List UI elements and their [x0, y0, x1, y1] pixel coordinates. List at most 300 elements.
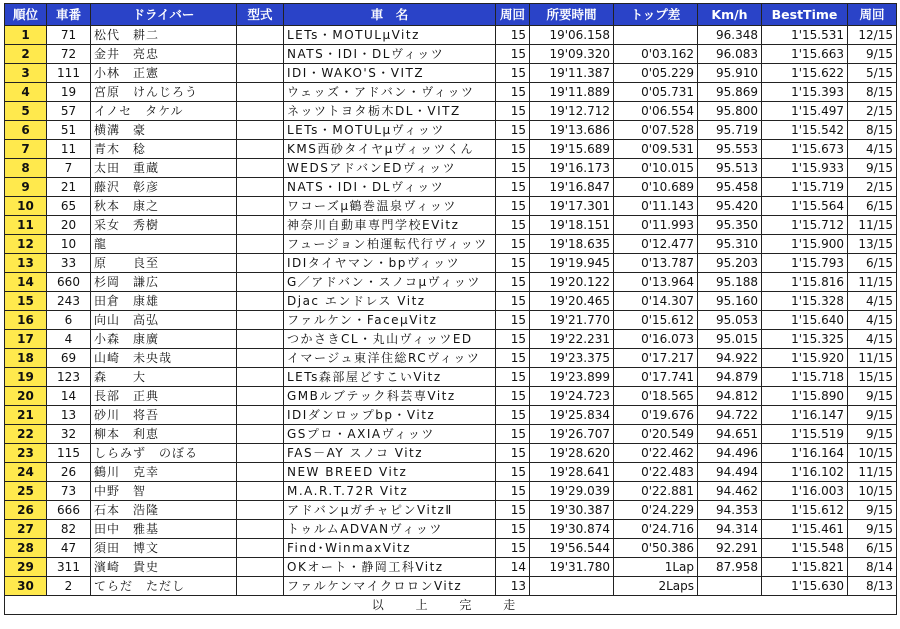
model-cell [237, 121, 284, 140]
table-row [5, 216, 897, 235]
best-lap-cell: 11/15 [848, 463, 897, 482]
car-name-cell: G／アドバン・スノコμヴィッツ [284, 273, 496, 292]
best-lap-cell: 5/15 [848, 64, 897, 83]
total-time-cell: 19'18.151 [530, 216, 614, 235]
car-name-cell: GMBルブテック科芸専Vitz [284, 387, 496, 406]
header-car-name: 車 名 [284, 4, 496, 26]
car-name-cell: トゥルムADVANヴィッツ [284, 520, 496, 539]
best-lap-cell: 11/15 [848, 216, 897, 235]
speed-cell: 95.719 [698, 121, 762, 140]
gap-cell: 0'09.531 [614, 140, 698, 159]
laps-cell: 15 [496, 520, 530, 539]
speed-cell: 95.420 [698, 197, 762, 216]
table-row [5, 501, 897, 520]
gap-cell: 0'15.612 [614, 311, 698, 330]
best-time-cell: 1'16.147 [762, 406, 848, 425]
table-row [5, 159, 897, 178]
car-number-cell: 4 [47, 330, 91, 349]
speed-cell: 96.083 [698, 45, 762, 64]
gap-cell: 0'17.741 [614, 368, 698, 387]
position-cell: 2 [5, 45, 47, 64]
laps-cell: 15 [496, 387, 530, 406]
car-name-cell: Djac エンドレス Vitz [284, 292, 496, 311]
best-lap-cell: 6/15 [848, 254, 897, 273]
driver-cell: 田中 雅基 [91, 520, 237, 539]
driver-cell: 原 良至 [91, 254, 237, 273]
gap-cell: 0'16.073 [614, 330, 698, 349]
gap-cell: 0'13.787 [614, 254, 698, 273]
position-cell: 5 [5, 102, 47, 121]
car-number-cell: 65 [47, 197, 91, 216]
driver-cell: 向山 高弘 [91, 311, 237, 330]
driver-cell: 森 大 [91, 368, 237, 387]
best-lap-cell: 6/15 [848, 539, 897, 558]
best-lap-cell: 4/15 [848, 311, 897, 330]
table-row [5, 45, 897, 64]
car-number-cell: 33 [47, 254, 91, 273]
total-time-cell: 19'21.770 [530, 311, 614, 330]
car-name-cell: NATS・IDI・DLヴィッツ [284, 45, 496, 64]
car-number-cell: 47 [47, 539, 91, 558]
driver-cell: 龍 [91, 235, 237, 254]
table-row [5, 254, 897, 273]
position-cell: 8 [5, 159, 47, 178]
speed-cell: 95.553 [698, 140, 762, 159]
position-cell: 23 [5, 444, 47, 463]
best-time-cell: 1'15.719 [762, 178, 848, 197]
driver-cell: てらだ ただし [91, 577, 237, 596]
model-cell [237, 64, 284, 83]
best-lap-cell: 9/15 [848, 501, 897, 520]
position-cell: 11 [5, 216, 47, 235]
gap-cell: 0'19.676 [614, 406, 698, 425]
total-time-cell: 19'16.847 [530, 178, 614, 197]
total-time-cell: 19'19.945 [530, 254, 614, 273]
total-time-cell: 19'18.635 [530, 235, 614, 254]
best-time-cell: 1'15.673 [762, 140, 848, 159]
total-time-cell: 19'28.620 [530, 444, 614, 463]
car-name-cell: NEW BREED Vitz [284, 463, 496, 482]
table-row [5, 349, 897, 368]
table-header-row [5, 4, 897, 26]
position-cell: 25 [5, 482, 47, 501]
header-car-number: 車番 [47, 4, 91, 26]
best-lap-cell: 2/15 [848, 102, 897, 121]
best-lap-cell: 8/15 [848, 83, 897, 102]
gap-cell: 0'12.477 [614, 235, 698, 254]
driver-cell: 太田 重蔵 [91, 159, 237, 178]
gap-cell: 0'20.549 [614, 425, 698, 444]
laps-cell: 15 [496, 349, 530, 368]
best-time-cell: 1'15.461 [762, 520, 848, 539]
car-number-cell: 19 [47, 83, 91, 102]
laps-cell: 15 [496, 178, 530, 197]
car-name-cell: 神奈川自動車専門学校EVitz [284, 216, 496, 235]
best-lap-cell: 4/15 [848, 292, 897, 311]
speed-cell: 94.922 [698, 349, 762, 368]
best-time-cell: 1'16.102 [762, 463, 848, 482]
position-cell: 16 [5, 311, 47, 330]
best-lap-cell: 11/15 [848, 273, 897, 292]
header-best-time: BestTime [762, 4, 848, 26]
race-results-table [4, 3, 897, 615]
laps-cell: 15 [496, 482, 530, 501]
position-cell: 27 [5, 520, 47, 539]
driver-cell: 濱崎 貴史 [91, 558, 237, 577]
laps-cell: 15 [496, 368, 530, 387]
total-time-cell: 19'29.039 [530, 482, 614, 501]
driver-cell: 長部 正典 [91, 387, 237, 406]
best-lap-cell: 4/15 [848, 330, 897, 349]
best-lap-cell: 11/15 [848, 349, 897, 368]
model-cell [237, 273, 284, 292]
car-name-cell: OKオート・静岡工科Vitz [284, 558, 496, 577]
car-number-cell: 14 [47, 387, 91, 406]
driver-cell: 鶴川 克幸 [91, 463, 237, 482]
speed-cell: 95.015 [698, 330, 762, 349]
table-row [5, 292, 897, 311]
laps-cell: 15 [496, 235, 530, 254]
table-row [5, 520, 897, 539]
laps-cell: 15 [496, 501, 530, 520]
table-row [5, 444, 897, 463]
speed-cell: 87.958 [698, 558, 762, 577]
table-row [5, 558, 897, 577]
best-time-cell: 1'15.816 [762, 273, 848, 292]
car-number-cell: 311 [47, 558, 91, 577]
position-cell: 21 [5, 406, 47, 425]
car-number-cell: 20 [47, 216, 91, 235]
best-time-cell: 1'15.640 [762, 311, 848, 330]
header-driver: ドライバー [91, 4, 237, 26]
driver-cell: 宮原 けんじろう [91, 83, 237, 102]
laps-cell: 15 [496, 425, 530, 444]
best-lap-cell: 6/15 [848, 197, 897, 216]
total-time-cell: 19'12.712 [530, 102, 614, 121]
laps-cell: 15 [496, 292, 530, 311]
car-name-cell: つかさきCL・丸山ヴィッツED [284, 330, 496, 349]
total-time-cell: 19'22.231 [530, 330, 614, 349]
gap-cell: 0'24.716 [614, 520, 698, 539]
best-time-cell: 1'15.622 [762, 64, 848, 83]
car-name-cell: イマージュ東洋住総RCヴィッツ [284, 349, 496, 368]
gap-cell: 0'03.162 [614, 45, 698, 64]
driver-cell: 砂川 将吾 [91, 406, 237, 425]
model-cell [237, 501, 284, 520]
position-cell: 1 [5, 26, 47, 45]
car-name-cell: ネッツトヨタ栃木DL・VITZ [284, 102, 496, 121]
table-row [5, 539, 897, 558]
gap-cell: 0'24.229 [614, 501, 698, 520]
model-cell [237, 45, 284, 64]
laps-cell: 15 [496, 463, 530, 482]
best-time-cell: 1'15.564 [762, 197, 848, 216]
table-row [5, 102, 897, 121]
car-number-cell: 7 [47, 159, 91, 178]
speed-cell: 94.496 [698, 444, 762, 463]
car-number-cell: 32 [47, 425, 91, 444]
laps-cell: 15 [496, 330, 530, 349]
car-name-cell: ワコーズμ鶴巻温泉ヴィッツ [284, 197, 496, 216]
best-lap-cell: 9/15 [848, 159, 897, 178]
gap-cell: 0'10.689 [614, 178, 698, 197]
table-row [5, 425, 897, 444]
table-row [5, 577, 897, 596]
gap-cell: 0'11.993 [614, 216, 698, 235]
best-time-cell: 1'15.793 [762, 254, 848, 273]
table-row [5, 463, 897, 482]
total-time-cell: 19'11.387 [530, 64, 614, 83]
best-time-cell: 1'15.900 [762, 235, 848, 254]
gap-cell: 0'07.528 [614, 121, 698, 140]
table-row [5, 26, 897, 45]
best-time-cell: 1'15.890 [762, 387, 848, 406]
position-cell: 24 [5, 463, 47, 482]
car-number-cell: 6 [47, 311, 91, 330]
best-time-cell: 1'15.712 [762, 216, 848, 235]
best-time-cell: 1'15.325 [762, 330, 848, 349]
driver-cell: 石本 浩隆 [91, 501, 237, 520]
gap-cell: 0'50.386 [614, 539, 698, 558]
table-row [5, 121, 897, 140]
best-lap-cell: 10/15 [848, 444, 897, 463]
table-row [5, 64, 897, 83]
model-cell [237, 482, 284, 501]
best-time-cell: 1'15.548 [762, 539, 848, 558]
table-row [5, 482, 897, 501]
laps-cell: 15 [496, 539, 530, 558]
driver-cell: 柳本 利恵 [91, 425, 237, 444]
driver-cell: 秋本 康之 [91, 197, 237, 216]
car-number-cell: 71 [47, 26, 91, 45]
total-time-cell: 19'13.686 [530, 121, 614, 140]
best-time-cell: 1'15.663 [762, 45, 848, 64]
header-position: 順位 [5, 4, 47, 26]
total-time-cell: 19'17.301 [530, 197, 614, 216]
model-cell [237, 539, 284, 558]
header-speed: Km/h [698, 4, 762, 26]
position-cell: 29 [5, 558, 47, 577]
car-number-cell: 10 [47, 235, 91, 254]
best-time-cell: 1'15.542 [762, 121, 848, 140]
position-cell: 18 [5, 349, 47, 368]
car-number-cell: 72 [47, 45, 91, 64]
model-cell [237, 520, 284, 539]
best-time-cell: 1'15.393 [762, 83, 848, 102]
model-cell [237, 406, 284, 425]
table-row [5, 178, 897, 197]
driver-cell: 須田 博文 [91, 539, 237, 558]
best-lap-cell: 15/15 [848, 368, 897, 387]
car-name-cell: IDIタイヤマン・bpヴィッツ [284, 254, 496, 273]
table-row [5, 368, 897, 387]
position-cell: 28 [5, 539, 47, 558]
car-name-cell: アドバンμガチャピンVitzⅡ [284, 501, 496, 520]
total-time-cell: 19'20.465 [530, 292, 614, 311]
gap-cell: 0'18.565 [614, 387, 698, 406]
driver-cell: 山崎 未央哉 [91, 349, 237, 368]
car-number-cell: 111 [47, 64, 91, 83]
car-name-cell: IDI・WAKO'S・VITZ [284, 64, 496, 83]
best-lap-cell: 4/15 [848, 140, 897, 159]
laps-cell: 14 [496, 558, 530, 577]
speed-cell: 94.879 [698, 368, 762, 387]
driver-cell: 小林 正憲 [91, 64, 237, 83]
model-cell [237, 178, 284, 197]
gap-cell: 0'22.483 [614, 463, 698, 482]
car-name-cell: Find･WinmaxVitz [284, 539, 496, 558]
model-cell [237, 558, 284, 577]
driver-cell: 青木 稔 [91, 140, 237, 159]
best-time-cell: 1'15.519 [762, 425, 848, 444]
car-name-cell: ウェッズ・アドバン・ヴィッツ [284, 83, 496, 102]
table-row [5, 311, 897, 330]
table-row [5, 83, 897, 102]
table-row [5, 330, 897, 349]
total-time-cell: 19'23.899 [530, 368, 614, 387]
car-name-cell: FAS－AY スノコ Vitz [284, 444, 496, 463]
position-cell: 14 [5, 273, 47, 292]
speed-cell: 95.188 [698, 273, 762, 292]
car-number-cell: 69 [47, 349, 91, 368]
car-name-cell: NATS・IDI・DLヴィッツ [284, 178, 496, 197]
laps-cell: 15 [496, 406, 530, 425]
best-time-cell: 1'15.933 [762, 159, 848, 178]
best-lap-cell: 9/15 [848, 406, 897, 425]
total-time-cell: 19'06.158 [530, 26, 614, 45]
total-time-cell: 19'28.641 [530, 463, 614, 482]
best-time-cell: 1'15.497 [762, 102, 848, 121]
gap-cell [614, 26, 698, 45]
model-cell [237, 387, 284, 406]
total-time-cell: 19'23.375 [530, 349, 614, 368]
speed-cell: 94.494 [698, 463, 762, 482]
car-number-cell: 123 [47, 368, 91, 387]
header-laps: 周回 [496, 4, 530, 26]
best-lap-cell: 10/15 [848, 482, 897, 501]
speed-cell: 95.053 [698, 311, 762, 330]
position-cell: 3 [5, 64, 47, 83]
total-time-cell: 19'30.874 [530, 520, 614, 539]
driver-cell: しらみず のぼる [91, 444, 237, 463]
header-total-time: 所要時間 [530, 4, 614, 26]
speed-cell: 96.348 [698, 26, 762, 45]
speed-cell: 95.513 [698, 159, 762, 178]
speed-cell: 95.458 [698, 178, 762, 197]
total-time-cell: 19'30.387 [530, 501, 614, 520]
laps-cell: 15 [496, 273, 530, 292]
gap-cell: 0'05.229 [614, 64, 698, 83]
table-row [5, 140, 897, 159]
model-cell [237, 235, 284, 254]
car-name-cell: LETs・MOTULμVitz [284, 26, 496, 45]
header-best-lap: 周回 [848, 4, 897, 26]
driver-cell: 中野 智 [91, 482, 237, 501]
header-model: 型式 [237, 4, 284, 26]
model-cell [237, 102, 284, 121]
position-cell: 17 [5, 330, 47, 349]
model-cell [237, 159, 284, 178]
driver-cell: 横溝 豪 [91, 121, 237, 140]
position-cell: 10 [5, 197, 47, 216]
model-cell [237, 311, 284, 330]
speed-cell: 92.291 [698, 539, 762, 558]
driver-cell: イノセ タケル [91, 102, 237, 121]
results-container [4, 3, 897, 615]
best-time-cell: 1'15.531 [762, 26, 848, 45]
car-number-cell: 57 [47, 102, 91, 121]
total-time-cell: 19'20.122 [530, 273, 614, 292]
gap-cell: 0'14.307 [614, 292, 698, 311]
laps-cell: 15 [496, 216, 530, 235]
driver-cell: 采女 秀樹 [91, 216, 237, 235]
position-cell: 6 [5, 121, 47, 140]
position-cell: 22 [5, 425, 47, 444]
car-number-cell: 13 [47, 406, 91, 425]
driver-cell: 松代 耕二 [91, 26, 237, 45]
best-lap-cell: 8/14 [848, 558, 897, 577]
car-number-cell: 115 [47, 444, 91, 463]
laps-cell: 15 [496, 83, 530, 102]
driver-cell: 田倉 康雄 [91, 292, 237, 311]
car-name-cell: GSプロ・AXIAヴィッツ [284, 425, 496, 444]
car-name-cell: M.A.R.T.72R Vitz [284, 482, 496, 501]
position-cell: 4 [5, 83, 47, 102]
car-number-cell: 82 [47, 520, 91, 539]
total-time-cell: 19'15.689 [530, 140, 614, 159]
car-name-cell: ファルケンマイクロロンVitz [284, 577, 496, 596]
gap-cell: 0'05.731 [614, 83, 698, 102]
speed-cell: 95.350 [698, 216, 762, 235]
car-name-cell: ファルケン・FaceμVitz [284, 311, 496, 330]
laps-cell: 15 [496, 254, 530, 273]
header-gap: トップ差 [614, 4, 698, 26]
gap-cell: 0'17.217 [614, 349, 698, 368]
model-cell [237, 140, 284, 159]
best-time-cell: 1'15.920 [762, 349, 848, 368]
model-cell [237, 577, 284, 596]
laps-cell: 13 [496, 577, 530, 596]
car-name-cell: KMS西砂タイヤμヴィッツくん [284, 140, 496, 159]
speed-cell: 95.910 [698, 64, 762, 83]
laps-cell: 15 [496, 444, 530, 463]
laps-cell: 15 [496, 26, 530, 45]
speed-cell: 94.314 [698, 520, 762, 539]
model-cell [237, 463, 284, 482]
best-lap-cell: 9/15 [848, 387, 897, 406]
best-lap-cell: 8/15 [848, 121, 897, 140]
total-time-cell: 19'24.723 [530, 387, 614, 406]
model-cell [237, 216, 284, 235]
speed-cell: 94.651 [698, 425, 762, 444]
position-cell: 20 [5, 387, 47, 406]
model-cell [237, 444, 284, 463]
total-time-cell: 19'56.544 [530, 539, 614, 558]
best-lap-cell: 9/15 [848, 425, 897, 444]
model-cell [237, 292, 284, 311]
speed-cell: 95.203 [698, 254, 762, 273]
footer-row [5, 596, 897, 615]
results-body [5, 26, 897, 596]
driver-cell: 藤沢 彰彦 [91, 178, 237, 197]
laps-cell: 15 [496, 45, 530, 64]
laps-cell: 15 [496, 64, 530, 83]
laps-cell: 15 [496, 102, 530, 121]
car-number-cell: 73 [47, 482, 91, 501]
best-time-cell: 1'15.328 [762, 292, 848, 311]
position-cell: 12 [5, 235, 47, 254]
model-cell [237, 83, 284, 102]
